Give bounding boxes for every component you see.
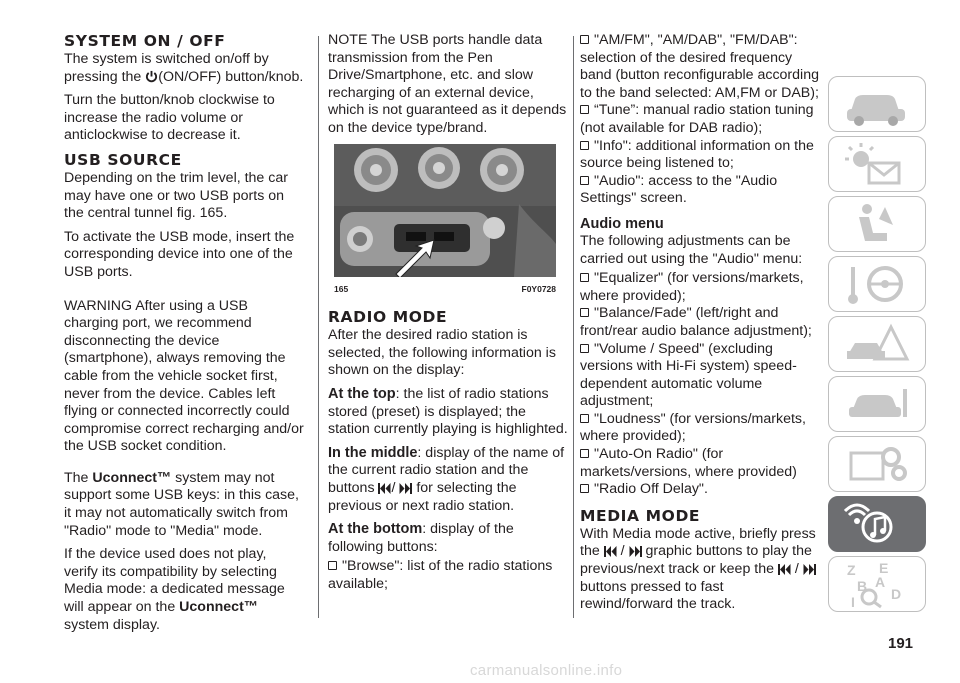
column-1: [64, 32, 304, 640]
tab-car-gears[interactable]: [828, 436, 926, 492]
next-icon: [399, 483, 412, 494]
text: "Volume / Speed" (excluding versions with Hi-Fi system) speed-dependent automatic volume adjustment;: [580, 340, 797, 410]
paragraph: [580, 526, 820, 614]
next-icon: [629, 546, 642, 557]
column-divider: [318, 36, 319, 618]
text: /: [794, 561, 799, 578]
paragraph: After the desired radio station is selected, the following information is shown on the display:: [328, 327, 556, 379]
svg-text:E: E: [879, 560, 889, 576]
text: If the device used does not play, verify its compatibility by selecting Media mode: a dedicated message will appear on the: [64, 546, 285, 616]
bullet-icon: [580, 35, 589, 44]
bullet-icon: [580, 273, 589, 282]
tab-road-hazard[interactable]: [828, 316, 926, 372]
seat-airbag-icon: [829, 197, 925, 251]
list-audio-settings: [580, 270, 820, 499]
list-item: [580, 138, 820, 173]
text: buttons pressed to fast rewind/forward the track.: [580, 578, 736, 613]
tab-car-service[interactable]: [828, 376, 926, 432]
paragraph: Depending on the trim level, the car may have one or two USB ports on the central tunnel fig. 165.: [64, 169, 288, 222]
text: /: [620, 543, 625, 560]
paragraph: [64, 470, 304, 540]
svg-text:D: D: [891, 586, 902, 602]
bullet-icon: [580, 105, 589, 114]
text: : display of the following buttons:: [328, 521, 514, 555]
figure-number: 165: [334, 283, 349, 294]
car-service-icon: [829, 377, 925, 431]
column-divider: [573, 36, 574, 618]
paragraph: In the middle: display of the name of the current radio station and the buttons / for selecting the previous or next radio station.: [328, 444, 565, 514]
previous-icon: [378, 483, 391, 494]
svg-text:Z: Z: [847, 562, 856, 578]
paragraph: Turn the button/knob clockwise to increase the radio volume or anticlockwise to decrease it.: [64, 92, 275, 144]
text: The: [64, 469, 93, 486]
paragraph: [328, 521, 568, 556]
column-2: [328, 32, 568, 599]
text: “Tune”: manual radio station tuning (not available for DAB radio);: [580, 102, 814, 136]
list-item: [580, 270, 820, 305]
list-item: [580, 32, 820, 102]
paragraph: The following adjustments can be carried out using the "Audio" menu:: [580, 232, 803, 267]
previous-icon: [604, 546, 617, 557]
brand-name: Uconnect™: [179, 599, 258, 616]
tab-seat-airbag[interactable]: [828, 196, 926, 252]
warning-lights-icon: [829, 137, 925, 191]
list-item: [580, 173, 820, 208]
heading-radio-mode: RADIO MODE: [328, 308, 448, 327]
text: for selecting the previous or next radio station.: [328, 479, 517, 514]
text: "Equalizer" (for versions/markets, where provided);: [580, 270, 804, 304]
tab-multimedia[interactable]: [828, 496, 926, 552]
text: (ON/OFF) button/knob.: [158, 68, 304, 85]
svg-text:B: B: [857, 578, 868, 594]
car-icon: [829, 77, 925, 131]
tab-steering-key[interactable]: [828, 256, 926, 312]
brand-name: Uconnect™: [92, 469, 172, 486]
paragraph: To activate the USB mode, insert the corresponding device into one of the USB ports.: [64, 228, 295, 280]
text: "Browse": list of the radio stations available;: [328, 558, 553, 592]
car-gears-icon: [829, 437, 925, 491]
page-number: 191: [888, 635, 914, 652]
text: system may not support some USB keys: in this case, it may not automatically switch from "Radio" mode to "Media" mode.: [64, 469, 299, 539]
text: "Balance/Fade" (left/right and front/rear audio balance adjustment);: [580, 305, 812, 339]
text: : the list of radio stations stored (preset) is displayed; the station currently playing is highlighted.: [328, 385, 568, 438]
bullet-icon: [580, 176, 589, 185]
text: "Info": additional information on the source being listened to;: [580, 137, 814, 172]
text: graphic buttons to play the previous/next track or keep the: [580, 543, 812, 578]
list-band-buttons: [580, 32, 820, 208]
text: "Audio": access to the "Audio Settings" screen.: [580, 172, 778, 207]
text: "Radio Off Delay".: [594, 481, 708, 498]
tab-index[interactable]: [828, 556, 926, 612]
text: "AM/FM", "AM/DAB", "FM/DAB": selection of the desired frequency band (button reconfigurable according to the band selected: AM,FM or DAB);: [580, 32, 819, 101]
list-item: [580, 446, 820, 481]
text: "Loudness" (for versions/markets, where provided);: [580, 410, 806, 445]
steering-key-icon: [829, 257, 925, 311]
heading-media-mode: MEDIA MODE: [580, 506, 701, 525]
bullet-icon: [328, 561, 337, 570]
road-hazard-icon: [829, 317, 925, 371]
svg-text:A: A: [875, 574, 886, 590]
list-item: [580, 411, 820, 446]
figure-caption: [334, 281, 556, 299]
label-top: At the top: [328, 385, 396, 402]
text: With Media mode active, briefly press the: [580, 525, 816, 560]
bullet-icon: [580, 484, 589, 493]
power-icon: [145, 70, 158, 83]
svg-text:I: I: [851, 594, 855, 610]
list-item: [580, 481, 820, 499]
tab-warning-lights[interactable]: [828, 136, 926, 192]
heading-system-on-off: SYSTEM ON / OFF: [64, 32, 226, 50]
list-item: [580, 305, 820, 340]
list-item: [580, 102, 820, 137]
bullet-icon: [580, 449, 589, 458]
paragraph: [64, 51, 304, 86]
tab-car[interactable]: [828, 76, 926, 132]
heading-audio-menu: Audio menu: [580, 215, 664, 232]
bullet-icon: [580, 414, 589, 423]
note-paragraph: NOTE The USB ports handle data transmission from the Pen Drive/Smartphone, etc. and slow recharging of an external device, which is not guaranteed as it depends on the device type/brand.: [328, 32, 567, 136]
text: The system is switched on/off by pressing the: [64, 51, 269, 85]
figure-code: F0Y0728: [521, 283, 556, 294]
paragraph: [328, 386, 568, 439]
column-3: [580, 32, 820, 620]
warning-paragraph: WARNING After using a USB charging port, we recommend disconnecting the device (smartphone), always removing the cable from the vehicle socket first, never from the device. Cables left flying or connected incorrectly could compromise correct recharging and/or the USB socket condition.: [64, 297, 304, 455]
watermark: carmanualsonline.info: [470, 662, 623, 679]
text: "Auto-On Radio" (for markets/versions, where provided): [580, 446, 797, 480]
multimedia-icon: [829, 497, 925, 551]
text: system display.: [64, 616, 160, 633]
heading-usb-source: USB SOURCE: [64, 150, 182, 169]
previous-icon: [778, 564, 791, 575]
paragraph: [64, 546, 304, 634]
index-az-icon: [829, 557, 925, 611]
list-item: [328, 558, 568, 593]
next-icon: [803, 564, 816, 575]
text: : display of the name of the current radio station and the buttons: [328, 444, 565, 496]
bullet-icon: [580, 308, 589, 317]
figure-usb-ports: [334, 144, 556, 277]
usb-ports-illustration: [334, 144, 556, 277]
label-bottom: At the bottom: [328, 521, 423, 538]
bullet-icon: [580, 344, 589, 353]
bullet-icon: [580, 141, 589, 150]
list-item: [580, 341, 820, 411]
label-middle: In the middle: [328, 444, 418, 461]
